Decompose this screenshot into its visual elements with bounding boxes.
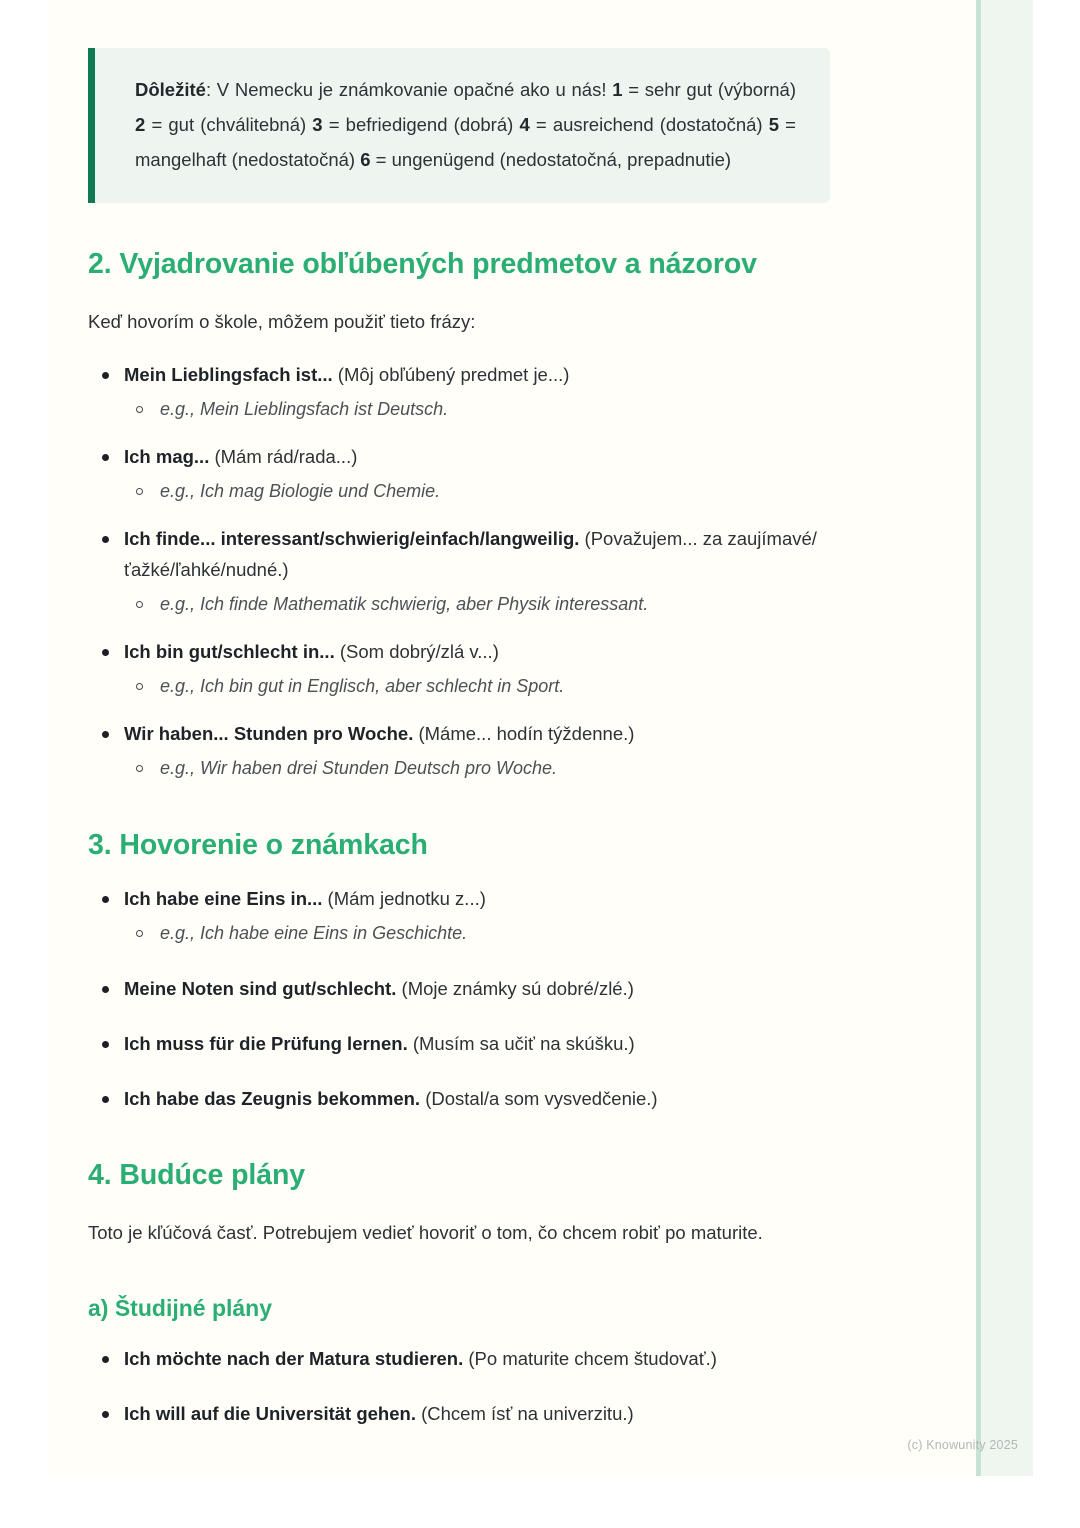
phrase-translation: (Chcem ísť na univerzitu.) — [415, 1402, 634, 1424]
list-item — [88, 636, 840, 702]
list-item — [88, 441, 840, 507]
grade-desc-5: = mangelhaft (nedostatočná) — [135, 114, 796, 170]
list-item — [88, 523, 840, 620]
bullet-disc-icon — [102, 986, 109, 993]
bullet-disc-icon — [102, 896, 109, 903]
bullet-circle-icon — [136, 488, 143, 495]
phrase-line — [124, 636, 840, 667]
grade-number-5: 5 — [768, 114, 780, 135]
list-item — [88, 973, 840, 1004]
bullet-disc-icon — [102, 1356, 109, 1363]
list-item — [124, 671, 840, 702]
grade-number-2: 2 — [135, 114, 146, 135]
example-text: e.g., Ich finde Mathematik schwierig, aber Physik interessant. — [160, 593, 649, 614]
phrase-translation: (Moje známky sú dobré/zlé.) — [396, 978, 634, 1000]
phrase-translation: (Považujem... za zaujímavé/ťažké/ľahké/nudné.) — [124, 527, 817, 580]
phrase-translation: (Som dobrý/zlá v...) — [334, 640, 499, 662]
document-content — [88, 0, 840, 1429]
example-list — [124, 589, 840, 620]
section-heading-4a: a) Študijné plány — [88, 1294, 273, 1321]
list-item — [88, 1343, 840, 1374]
section-4-intro: Toto je kľúčová časť. Potrebujem vedieť hovoriť o tom, čo chcem robiť po maturite. — [88, 1221, 763, 1243]
phrase-line — [124, 718, 840, 749]
phrase-line — [124, 1028, 840, 1059]
bullet-circle-icon — [136, 683, 143, 690]
phrase-translation: (Mám jednotku z...) — [322, 888, 486, 910]
phrase-line — [124, 523, 840, 585]
list-item — [88, 718, 840, 784]
phrase-german: Ich habe eine Eins in... — [124, 888, 323, 910]
list-item — [124, 394, 840, 425]
bullet-disc-icon — [102, 454, 109, 461]
page-side-strip — [976, 0, 1033, 1476]
phrase-german: Ich mag... — [124, 445, 210, 467]
phrase-translation: (Dostal/a som vysvedčenie.) — [420, 1088, 658, 1110]
list-item — [124, 918, 840, 949]
grade-desc-4: = ausreichend (dostatočná) — [529, 114, 769, 135]
example-text: e.g., Mein Lieblingsfach ist Deutsch. — [160, 398, 449, 419]
bullet-disc-icon — [102, 1411, 109, 1418]
copyright-watermark: (c) Knowunity 2025 — [907, 1438, 1018, 1452]
bullet-circle-icon — [136, 406, 143, 413]
list-item — [88, 359, 840, 425]
section-2-intro: Keď hovorím o škole, môžem použiť tieto frázy: — [88, 310, 476, 332]
phrase-german: Ich habe das Zeugnis bekommen. — [124, 1088, 421, 1110]
list-item — [88, 883, 840, 949]
phrase-german: Mein Lieblingsfach ist... — [124, 363, 333, 385]
phrase-german: Ich will auf die Universität gehen. — [124, 1402, 416, 1424]
bullet-circle-icon — [136, 930, 143, 937]
grade-number-4: 4 — [519, 114, 530, 135]
section-heading-4: 4. Budúce plány — [88, 1159, 306, 1192]
example-list — [124, 476, 840, 507]
phrase-translation: (Máme... hodín týždenne.) — [413, 722, 635, 744]
phrase-german: Ich muss für die Prüfung lernen. — [124, 1033, 408, 1055]
grade-desc-6: = ungenügend (nedostatočná, prepadnutie) — [370, 149, 732, 170]
phrase-translation: (Môj obľúbený predmet je...) — [332, 363, 570, 385]
callout-intro: : V Nemecku je známkovanie opačné ako u nás! — [205, 79, 613, 100]
bullet-circle-icon — [136, 601, 143, 608]
example-text: e.g., Ich habe eine Eins in Geschichte. — [160, 923, 468, 944]
example-text: e.g., Ich bin gut in Englisch, aber schlecht in Sport. — [160, 675, 565, 696]
example-list — [124, 394, 840, 425]
phrase-line — [124, 1398, 840, 1429]
grade-number-3: 3 — [312, 114, 323, 135]
phrase-line — [124, 883, 840, 914]
phrase-german: Ich finde... interessant/schwierig/einfach/langweilig. — [124, 527, 580, 549]
phrase-line — [124, 1083, 840, 1114]
bullet-disc-icon — [102, 649, 109, 656]
bullet-disc-icon — [102, 731, 109, 738]
list-item — [124, 476, 840, 507]
section-3-list — [88, 883, 840, 1114]
phrase-line — [124, 441, 840, 472]
section-heading-2: 2. Vyjadrovanie obľúbených predmetov a názorov — [88, 248, 757, 280]
phrase-line — [124, 359, 840, 390]
list-item — [88, 1083, 840, 1114]
callout-text — [135, 72, 796, 177]
example-list — [124, 753, 840, 784]
phrase-german: Wir haben... Stunden pro Woche. — [124, 722, 414, 744]
phrase-german: Ich bin gut/schlecht in... — [124, 640, 335, 662]
bullet-circle-icon — [136, 765, 143, 772]
important-callout — [88, 48, 830, 203]
grade-desc-1: = sehr gut (výborná) — [622, 79, 796, 100]
list-item — [124, 753, 840, 784]
phrase-german: Ich möchte nach der Matura studieren. — [124, 1347, 464, 1369]
example-list — [124, 671, 840, 702]
phrase-translation: (Musím sa učiť na skúšku.) — [407, 1033, 635, 1055]
phrase-translation: (Mám rád/rada...) — [209, 445, 358, 467]
callout-label: Dôležité — [135, 79, 206, 100]
bullet-disc-icon — [102, 372, 109, 379]
example-list — [124, 918, 840, 949]
phrase-german: Meine Noten sind gut/schlecht. — [124, 978, 397, 1000]
bullet-disc-icon — [102, 536, 109, 543]
grade-number-1: 1 — [612, 79, 623, 100]
list-item — [88, 1028, 840, 1059]
example-text: e.g., Wir haben drei Stunden Deutsch pro Woche. — [160, 757, 558, 778]
phrase-line — [124, 1343, 840, 1374]
section-2-list — [88, 359, 840, 784]
list-item — [88, 1398, 840, 1429]
phrase-translation: (Po maturite chcem študovať.) — [463, 1347, 717, 1369]
bullet-disc-icon — [102, 1096, 109, 1103]
example-text: e.g., Ich mag Biologie und Chemie. — [160, 480, 441, 501]
grade-desc-3: = befriedigend (dobrá) — [322, 114, 520, 135]
section-heading-3: 3. Hovorenie o známkach — [88, 828, 428, 861]
section-4a-list — [88, 1343, 840, 1429]
grade-desc-2: = gut (chválitebná) — [145, 114, 313, 135]
grade-number-6: 6 — [360, 149, 371, 170]
list-item — [124, 589, 840, 620]
phrase-line — [124, 973, 840, 1004]
bullet-disc-icon — [102, 1041, 109, 1048]
